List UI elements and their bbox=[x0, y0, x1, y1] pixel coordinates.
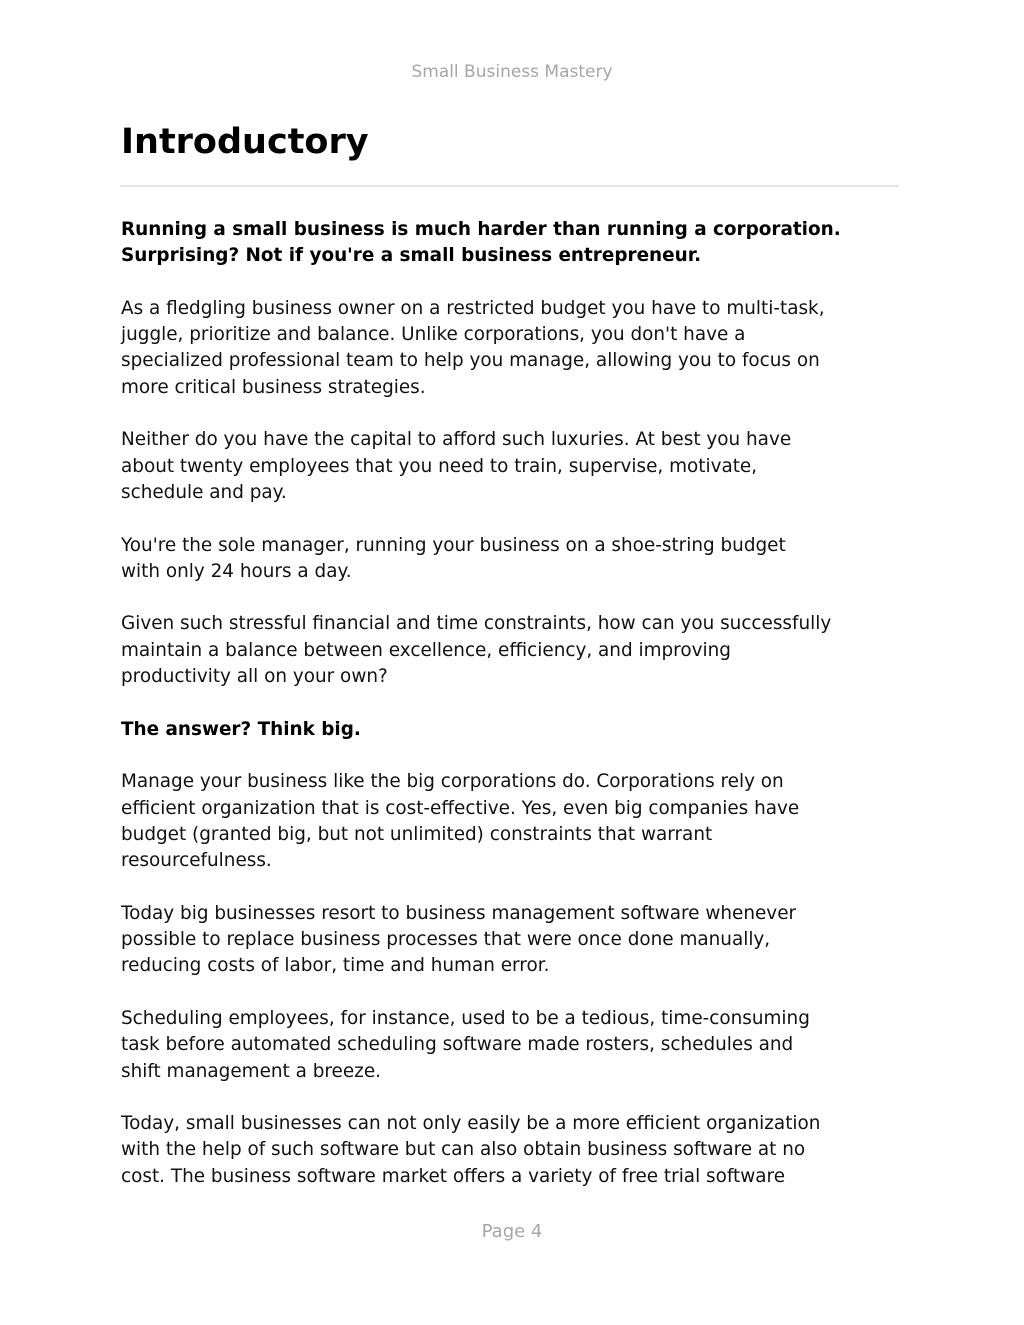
paragraph-line: Neither do you have the capital to afford such luxuries. At best you have bbox=[121, 429, 792, 451]
paragraph-line: efficient organization that is cost-effective. Yes, even big companies have bbox=[121, 797, 800, 819]
paragraph-line: resourcefulness. bbox=[121, 850, 272, 872]
paragraph-line: Manage your business like the big corporations do. Corporations rely on bbox=[121, 771, 784, 793]
body-paragraph bbox=[121, 296, 901, 401]
page-content bbox=[121, 118, 901, 1216]
body-paragraph bbox=[121, 1111, 901, 1190]
paragraph-line: Today, small businesses can not only easily be a more efficient organization bbox=[121, 1113, 821, 1135]
bold-lead-paragraph bbox=[121, 217, 901, 270]
body-paragraph bbox=[121, 1006, 901, 1085]
paragraph-line: Today big businesses resort to business management software whenever bbox=[121, 902, 797, 924]
paragraph-line: with only 24 hours a day. bbox=[121, 560, 352, 582]
running-header: Small Business Mastery bbox=[411, 62, 613, 82]
paragraph-line: reducing costs of labor, time and human error. bbox=[121, 955, 550, 977]
body-paragraph bbox=[121, 769, 901, 874]
body-paragraph bbox=[121, 427, 901, 506]
paragraph-line: about twenty employees that you need to train, supervise, motivate, bbox=[121, 455, 758, 477]
paragraph-line: Running a small business is much harder than running a corporation. bbox=[121, 219, 841, 240]
paragraph-line: possible to replace business processes that were once done manually, bbox=[121, 929, 771, 951]
paragraph-line: more critical business strategies. bbox=[121, 376, 426, 398]
bold-lead-paragraph bbox=[121, 717, 901, 743]
page-number: Page 4 bbox=[481, 1221, 543, 1242]
paragraph-line: Scheduling employees, for instance, used to be a tedious, time-consuming bbox=[121, 1007, 810, 1029]
paragraph-line: As a fledgling business owner on a restricted budget you have to multi-task, bbox=[121, 297, 825, 319]
paragraph-line: with the help of such software but can also obtain business software at no bbox=[121, 1139, 806, 1161]
paragraph-line: specialized professional team to help you manage, allowing you to focus on bbox=[121, 350, 820, 372]
paragraph-line: The answer? Think big. bbox=[121, 718, 361, 740]
body-paragraph bbox=[121, 901, 901, 980]
paragraph-line: maintain a balance between excellence, efficiency, and improving bbox=[121, 639, 731, 661]
paragraph-line: shift management a breeze. bbox=[121, 1060, 381, 1082]
paragraph-line: budget (granted big, but not unlimited) constraints that warrant bbox=[121, 823, 713, 845]
paragraph-line: Given such stressful financial and time constraints, how can you successfully bbox=[121, 613, 832, 635]
body-paragraph bbox=[121, 611, 901, 690]
paragraph-line: productivity all on your own? bbox=[121, 666, 388, 688]
paragraph-line: cost. The business software market offers a variety of free trial software bbox=[121, 1165, 786, 1187]
paragraph-line: Surprising? Not if you're a small business entrepreneur. bbox=[121, 245, 702, 267]
body-text bbox=[121, 217, 901, 1190]
paragraph-line: schedule and pay. bbox=[121, 481, 287, 503]
body-paragraph bbox=[121, 533, 901, 586]
section-title: Introductory bbox=[121, 122, 369, 162]
paragraph-line: juggle, prioritize and balance. Unlike corporations, you don't have a bbox=[121, 324, 746, 346]
title-divider bbox=[120, 185, 899, 187]
paragraph-line: task before automated scheduling software made rosters, schedules and bbox=[121, 1034, 794, 1056]
paragraph-line: You're the sole manager, running your business on a shoe-string budget bbox=[121, 534, 786, 556]
